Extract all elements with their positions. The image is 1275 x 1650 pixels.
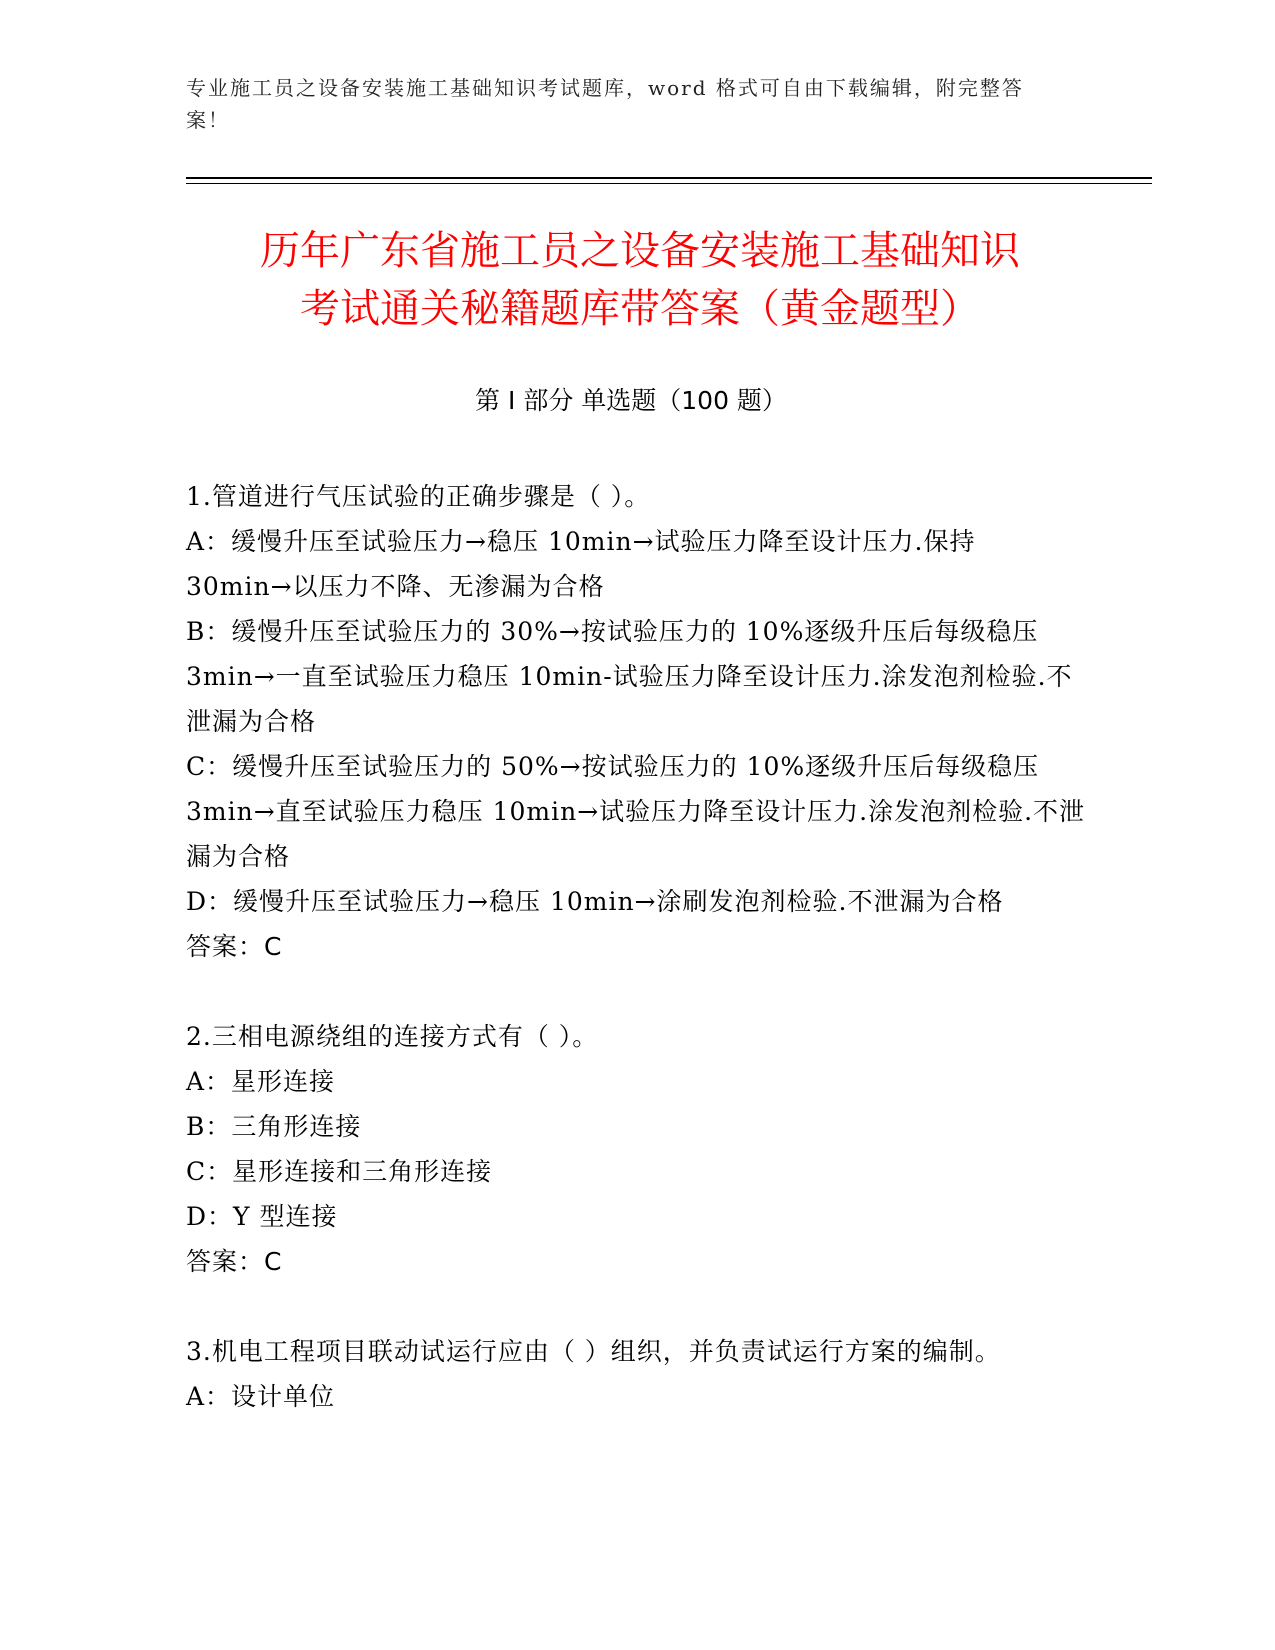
question-stem: 2.三相电源绕组的连接方式有（ ）。 (186, 1022, 599, 1051)
option-b: B：缓慢升压至试验压力的 30%→按试验压力的 10%逐级升压后每级稳压 3min→一直至试验压力稳压 10min-试验压力降至设计压力.涂发泡剂检验.不泄漏为合格 (186, 617, 1073, 736)
header-divider-thin (186, 183, 1152, 184)
option-d: D：缓慢升压至试验压力→稳压 10min→涂刷发泡剂检验.不泄漏为合格 (186, 887, 1004, 916)
option-d: D：Y 型连接 (186, 1202, 338, 1231)
option-a: A：星形连接 (186, 1067, 336, 1096)
question-2 (186, 1014, 1086, 1284)
header-divider-thick (186, 177, 1152, 179)
question-3 (186, 1329, 1086, 1419)
question-stem: 1.管道进行气压试验的正确步骤是（ ）。 (186, 482, 651, 511)
question-1 (186, 474, 1086, 969)
option-c: C：星形连接和三角形连接 (186, 1157, 493, 1186)
header-note: 专业施工员之设备安装施工基础知识考试题库，word 格式可自由下载编辑，附完整答案！ (186, 76, 1024, 132)
answer: 答案：C (186, 932, 283, 961)
document-title-line-1: 历年广东省施工员之设备安装施工基础知识 (260, 228, 1020, 274)
option-b: B：三角形连接 (186, 1112, 362, 1141)
question-list (186, 474, 1086, 1464)
option-a: A：设计单位 (186, 1382, 336, 1411)
answer: 答案：C (186, 1247, 283, 1276)
option-c: C：缓慢升压至试验压力的 50%→按试验压力的 10%逐级升压后每级稳压 3min→直至试验压力稳压 10min→试验压力降至设计压力.涂发泡剂检验.不泄漏为合格 (186, 752, 1086, 871)
option-a: A：缓慢升压至试验压力→稳压 10min→试验压力降至设计压力.保持 30min→以压力不降、无渗漏为合格 (186, 527, 976, 601)
section-title: 第 I 部分 单选题（100 题） (475, 386, 787, 415)
question-stem: 3.机电工程项目联动试运行应由（ ）组织，并负责试运行方案的编制。 (186, 1337, 1001, 1366)
document-title (190, 222, 1090, 338)
document-title-line-2: 考试通关秘籍题库带答案（黄金题型） (300, 286, 980, 332)
